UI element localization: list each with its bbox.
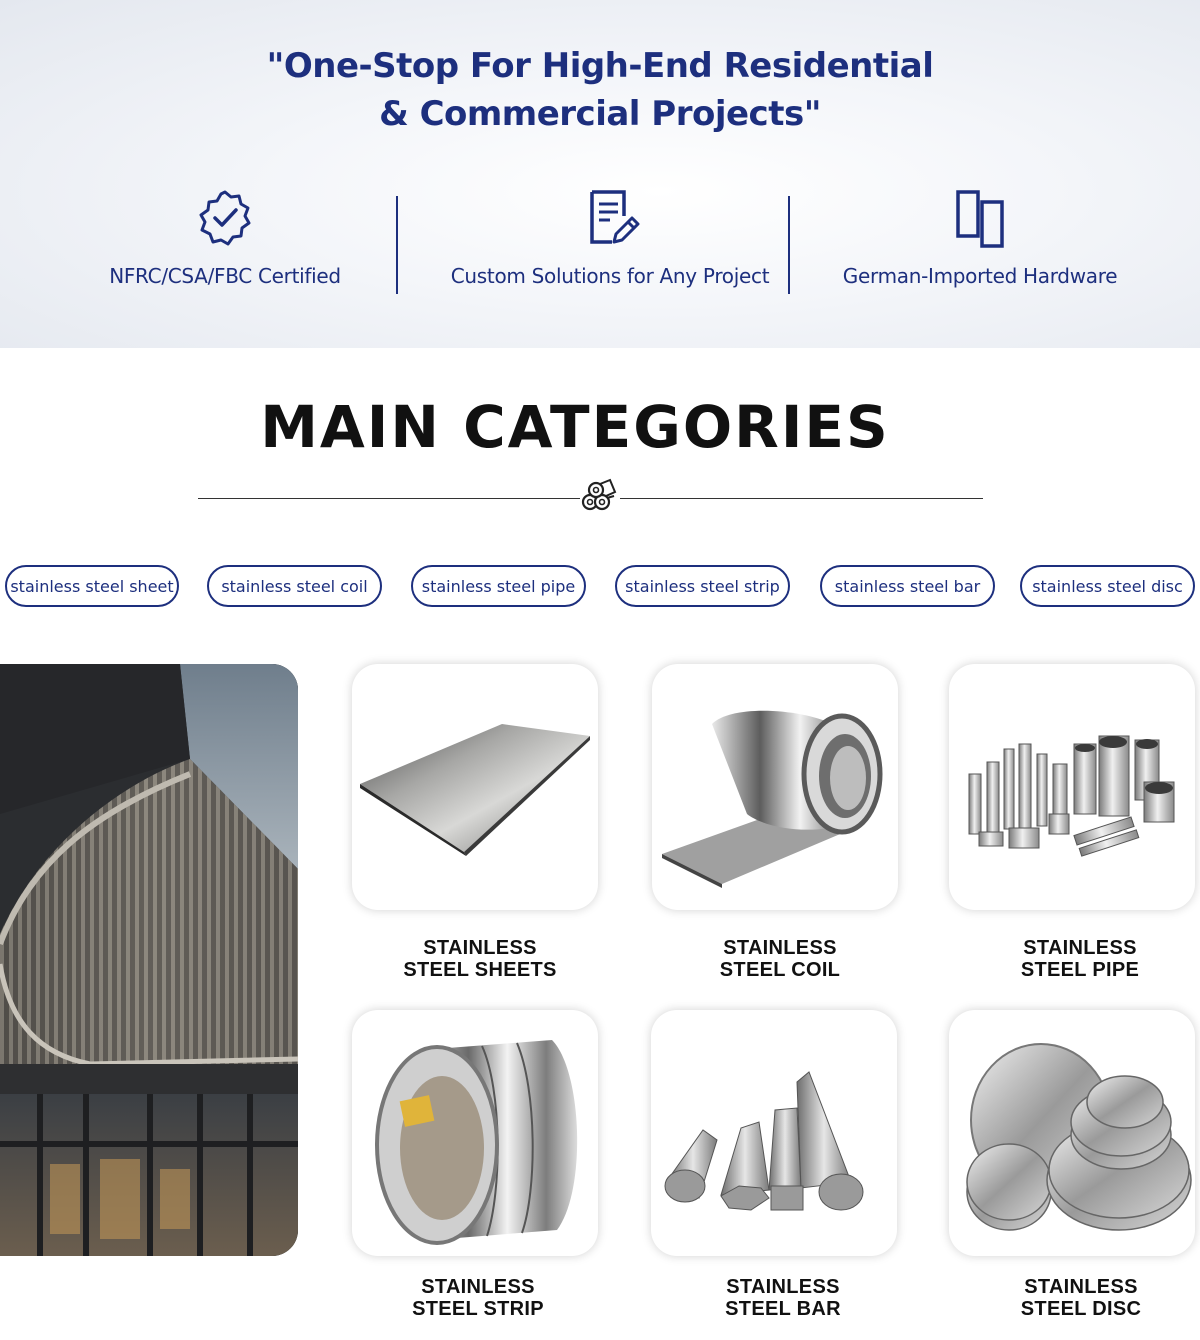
- steel-coil-image: [652, 664, 898, 910]
- product-label-line-2: STEEL DISC: [1020, 1298, 1142, 1320]
- product-label-steel-strip[interactable]: [348, 1276, 608, 1320]
- product-label-line-2: STEEL BAR: [725, 1298, 841, 1320]
- product-label-line-1: STAINLESS: [421, 1276, 535, 1298]
- tag-stainless-steel-strip[interactable]: stainless steel strip: [615, 565, 790, 607]
- product-label-line-1: STAINLESS: [726, 1276, 840, 1298]
- product-card-steel-strip[interactable]: [352, 1010, 598, 1256]
- title-divider-left: [198, 498, 580, 499]
- feature-german-hardware-label: German-Imported Hardware: [842, 264, 1118, 288]
- feature-custom-solutions: [432, 186, 788, 296]
- steel-pipe-image: [949, 664, 1195, 910]
- window-panels-icon: [948, 186, 1012, 250]
- building-facade-illustration: [0, 664, 298, 1256]
- tag-stainless-steel-bar[interactable]: stainless steel bar: [820, 565, 995, 607]
- steel-sheet-image: [352, 664, 598, 910]
- document-edit-icon: [578, 186, 642, 250]
- product-card-steel-pipe[interactable]: [949, 664, 1195, 910]
- product-label-line-2: STEEL STRIP: [412, 1298, 544, 1320]
- feature-certified-label: NFRC/CSA/FBC Certified: [109, 264, 341, 288]
- product-label-line-2: STEEL SHEETS: [403, 959, 557, 981]
- hero-title: [200, 42, 1000, 138]
- tag-stainless-steel-disc[interactable]: stainless steel disc: [1020, 565, 1195, 607]
- steel-bar-image: [651, 1010, 897, 1256]
- feature-certified: [90, 186, 360, 296]
- title-divider-right: [620, 498, 983, 499]
- product-label-line-1: STAINLESS: [1024, 1276, 1138, 1298]
- product-label-line-2: STEEL PIPE: [1020, 959, 1140, 981]
- tag-stainless-steel-pipe[interactable]: stainless steel pipe: [411, 565, 586, 607]
- tag-stainless-steel-coil[interactable]: stainless steel coil: [207, 565, 382, 607]
- feature-german-hardware: [830, 186, 1130, 296]
- hero-title-line-1: "One-Stop For High-End Residential: [266, 46, 934, 86]
- steel-rolls-icon: [580, 474, 620, 514]
- hero-banner: [0, 0, 1200, 348]
- hero-title-line-2: & Commercial Projects": [379, 94, 821, 134]
- product-card-steel-bar[interactable]: [651, 1010, 897, 1256]
- product-label-steel-disc[interactable]: [951, 1276, 1200, 1320]
- product-card-steel-disc[interactable]: [949, 1010, 1195, 1256]
- product-label-steel-bar[interactable]: [653, 1276, 913, 1320]
- section-title: MAIN CATEGORIES: [260, 393, 890, 461]
- product-label-line-1: STAINLESS: [1023, 937, 1137, 959]
- product-card-steel-coil[interactable]: [652, 664, 898, 910]
- product-label-line-2: STEEL COIL: [719, 959, 841, 981]
- feature-divider: [396, 196, 398, 294]
- product-label-steel-coil[interactable]: [650, 937, 910, 981]
- steel-strip-image: [352, 1010, 598, 1256]
- product-label-line-1: STAINLESS: [723, 937, 837, 959]
- feature-custom-solutions-label: Custom Solutions for Any Project: [450, 264, 770, 288]
- steel-disc-image: [949, 1010, 1195, 1256]
- building-facade-image: [0, 664, 298, 1256]
- feature-divider: [788, 196, 790, 294]
- product-label-steel-sheets[interactable]: [350, 937, 610, 981]
- product-card-steel-sheet[interactable]: [352, 664, 598, 910]
- product-label-line-1: STAINLESS: [423, 937, 537, 959]
- product-label-steel-pipe[interactable]: [950, 937, 1200, 981]
- certified-badge-icon: [193, 186, 257, 250]
- tag-stainless-steel-sheet[interactable]: stainless steel sheet: [5, 565, 179, 607]
